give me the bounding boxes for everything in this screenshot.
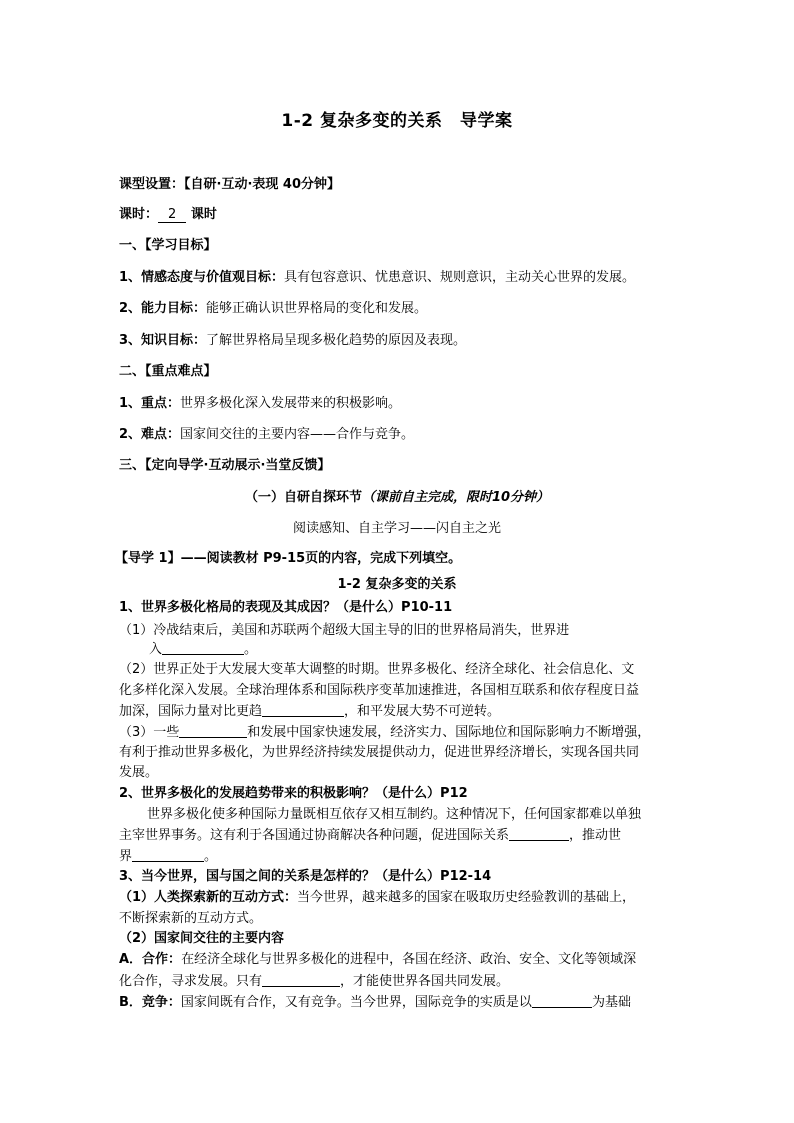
sub-sub-heading: 阅读感知、自主学习——闪自主之光 (292, 521, 501, 536)
text-segment: 当今世界，越来越多的国家在吸取历史经验教训的基础上， (297, 890, 636, 905)
keypoint-item (119, 396, 401, 412)
text-segment: B．竞争： (119, 995, 181, 1010)
q1-paragraph-1: （1）冷战结束后，美国和苏联两个超级大国主导的旧的世界格局消失，世界进 (119, 623, 570, 638)
fill-blank[interactable] (262, 703, 344, 717)
guide-1-line (115, 551, 461, 567)
q2-paragraph-1: 世界多极化使多种国际力量既相互依存又相互制约。这种情况下，任何国家都难以单独 (147, 807, 642, 822)
q1-paragraph-1-cont (149, 641, 257, 658)
text-segment: 加深，国际力量对比更趋 (119, 704, 263, 719)
text-segment: （1）人类探索新的互动方式： (119, 890, 298, 905)
section-heading-guidance: 三、【定向导学·互动展示·当堂反馈】 (119, 458, 331, 473)
objective-label: 1、情感态度与价值观目标： (119, 270, 285, 285)
sub-heading-note: （课前自主完成，限时10分钟） (361, 490, 550, 505)
q3-paragraph-1-line2: 不断探索新的互动方式。 (119, 911, 263, 926)
course-type-value: 【自研·互动·表现 40分钟】 (184, 177, 341, 192)
objective-label: 3、知识目标： (119, 333, 207, 348)
q1-paragraph-2: （2）世界正处于大发展大变革大调整的时期。世界多极化、经济全球化、社会信息化、文 (119, 662, 635, 677)
page-title: 1-2 复杂多变的关系 导学案 (281, 111, 513, 131)
text-segment: 。 (244, 642, 258, 657)
keypoint-label: 1、重点： (119, 396, 181, 411)
q2-paragraph-1-line3 (119, 848, 217, 865)
text-segment: A．合作： (119, 952, 182, 967)
text-segment: 为基础 (591, 995, 631, 1010)
objective-text: 具有包容意识、忧患意识、规则意识，主动关心世界的发展。 (284, 270, 636, 285)
keypoint-item (119, 427, 414, 443)
guide-1-text: ——阅读教材 P9-15页的内容，完成下列填空。 (180, 551, 462, 566)
fill-blank[interactable] (262, 973, 340, 987)
keypoint-text: 世界多极化深入发展带来的积极影响。 (180, 396, 402, 411)
q3-item-a-line2 (119, 973, 509, 990)
sub-heading (0, 490, 794, 506)
q1-paragraph-3-line3: 发展。 (119, 765, 159, 780)
objective-item (119, 301, 427, 317)
objective-text: 能够正确认识世界格局的变化和发展。 (206, 301, 428, 316)
class-hours-unit: 课时 (190, 207, 217, 222)
q1-paragraph-3-line2: 有利于推动世界多极化，为世界经济持续发展提供动力，促进世界经济增长，实现各国共同 (119, 745, 640, 760)
guide-1-label: 【导学 1】 (115, 551, 181, 566)
section-heading-keypoints: 二、【重点难点】 (119, 364, 217, 379)
objective-item (119, 270, 635, 286)
q1-paragraph-2-line2: 化多样化深入发展。全球治理体系和国际秩序变革加速推进，各国相互联系和依存程度日益 (119, 683, 640, 698)
keypoint-label: 2、难点： (119, 427, 181, 442)
q2-paragraph-1-line2 (119, 827, 621, 844)
text-segment: 化合作，寻求发展。只有 (119, 974, 263, 989)
course-type-label: 课型设置： (119, 177, 185, 192)
sub-heading-text: （一）自研自探环节 (244, 490, 362, 505)
class-hours-label: 课时： (119, 207, 159, 222)
text-segment: 国家间既有合作，又有竞争。当今世界，国际竞争的实质是以 (180, 995, 532, 1010)
objective-text: 了解世界格局呈现多极化趋势的原因及表现。 (206, 333, 467, 348)
q3-paragraph-1 (119, 890, 635, 906)
objective-label: 2、能力目标： (119, 301, 207, 316)
class-hours-value: 2 (158, 208, 186, 223)
lesson-title: 1-2 复杂多变的关系 (337, 577, 457, 592)
question-1-heading: 1、世界多极化格局的表现及其成因？（是什么）P10-11 (119, 600, 453, 615)
section-heading-objectives: 一、【学习目标】 (119, 238, 217, 253)
text-segment: 界 (119, 849, 133, 864)
text-segment: ，推动世 (569, 828, 622, 843)
text-segment: ，才能使世界各国共同发展。 (340, 974, 510, 989)
q3-item-b (119, 994, 631, 1011)
text-segment: 。 (204, 849, 218, 864)
q1-paragraph-3 (119, 724, 650, 741)
q3-item-a (119, 952, 636, 968)
text-segment: 在经济全球化与世界多极化的进程中，各国在经济、政治、安全、文化等领域深 (181, 952, 637, 967)
fill-blank[interactable] (179, 724, 247, 738)
course-type-line (119, 177, 340, 193)
text-segment: 和发展中国家快速发展，经济实力、国际地位和国际影响力不断增强， (247, 725, 651, 740)
objective-item (119, 333, 466, 349)
fill-blank[interactable] (509, 827, 569, 841)
q3-paragraph-2-heading: （2）国家间交往的主要内容 (119, 931, 285, 946)
text-segment: 主宰世界事务。这有利于各国通过协商解决各种问题，促进国际关系 (119, 828, 510, 843)
class-hours-line (119, 207, 217, 223)
fill-blank[interactable] (532, 994, 592, 1008)
text-segment: ，和平发展大势不可逆转。 (344, 704, 501, 719)
keypoint-text: 国家间交往的主要内容——合作与竞争。 (180, 427, 415, 442)
q1-paragraph-2-line3 (119, 703, 500, 720)
fill-blank[interactable] (132, 848, 204, 862)
question-2-heading: 2、世界多极化的发展趋势带来的积极影响？（是什么）P12 (119, 786, 468, 801)
fill-blank[interactable] (162, 641, 244, 655)
text-segment: 入 (149, 642, 163, 657)
text-segment: （3）一些 (119, 725, 180, 740)
question-3-heading: 3、当今世界，国与国之间的关系是怎样的？（是什么）P12-14 (119, 869, 492, 884)
